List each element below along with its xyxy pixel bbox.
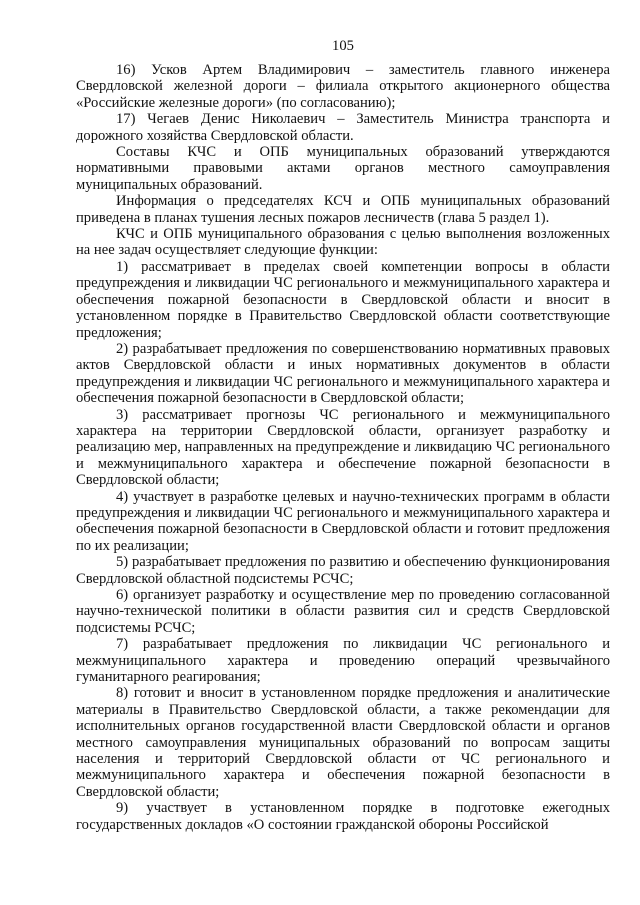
- page-number: 105: [332, 38, 354, 54]
- paragraph: 9) участвует в установленном порядке в подготовке ежегодных государственных докладов «О состоянии гражданской обороны Российской: [76, 800, 610, 833]
- paragraph: Информация о председателях КСЧ и ОПБ муниципальных образований приведена в планах тушения лесных пожаров лесничеств (глава 5 раздел 1).: [76, 193, 610, 226]
- document-body: [76, 62, 610, 833]
- paragraph: 1) рассматривает в пределах своей компетенции вопросы в области предупреждения и ликвидации ЧС регионального и межмуниципального характера и обеспечения пожарной безопасности в Свердловской области и вносит в установленном порядке в Правительство Свердловской области соответствующие предложения;: [76, 258, 610, 341]
- paragraph: Составы КЧС и ОПБ муниципальных образований утверждаются нормативными правовыми актами органов местного самоуправления муниципальных образований.: [76, 144, 610, 193]
- paragraph: 5) разрабатывает предложения по развитию и обеспечению функционирования Свердловской областной подсистемы РСЧС;: [76, 554, 610, 587]
- paragraph: 16) Усков Артем Владимирович – заместитель главного инженера Свердловской железной дороги – филиала открытого акционерного общества «Российские железные дороги» (по согласованию);: [76, 62, 610, 111]
- paragraph: 2) разрабатывает предложения по совершенствованию нормативных правовых актов Свердловской области и иных нормативных документов в области предупреждения и ликвидации ЧС регионального и межмуниципального характера и обеспечения пожарной безопасности в Свердловской области;: [76, 340, 610, 407]
- paragraph: 6) организует разработку и осуществление мер по проведению согласованной научно-технической политики в области развития сил и средств Свердловской подсистемы РСЧС;: [76, 587, 610, 636]
- paragraph: 4) участвует в разработке целевых и научно-технических программ в области предупреждения и ликвидации ЧС регионального и межмуниципального характера и обеспечения пожарной безопасности в Свердловской области и готовит предложения по их реализации;: [76, 488, 610, 554]
- document-page: [76, 0, 610, 833]
- paragraph: 17) Чегаев Денис Николаевич – Заместитель Министра транспорта и дорожного хозяйства Свердловской области.: [76, 111, 610, 144]
- paragraph: 8) готовит и вносит в установленном порядке предложения и аналитические материалы в Правительство Свердловской области, а также рекомендации для исполнительных органов государственной власти Свердловской области и органов местного самоуправления муниципальных образований по вопросам защиты населения и территорий Свердловской области от ЧС регионального и межмуниципального характера и обеспечения пожарной безопасности в Свердловской области;: [76, 685, 610, 800]
- paragraph: 3) рассматривает прогнозы ЧС регионального и межмуниципального характера на территории Свердловской области, организует разработку и реализацию мер, направленных на предупреждение и ликвидацию ЧС регионального и межмуниципального характера и обеспечение пожарной безопасности в Свердловской области;: [76, 406, 610, 489]
- paragraph: КЧС и ОПБ муниципального образования с целью выполнения возложенных на нее задач осуществляет следующие функции:: [76, 226, 610, 259]
- paragraph: 7) разрабатывает предложения по ликвидации ЧС регионального и межмуниципального характера и проведению операций чрезвычайного гуманитарного реагирования;: [76, 636, 610, 686]
